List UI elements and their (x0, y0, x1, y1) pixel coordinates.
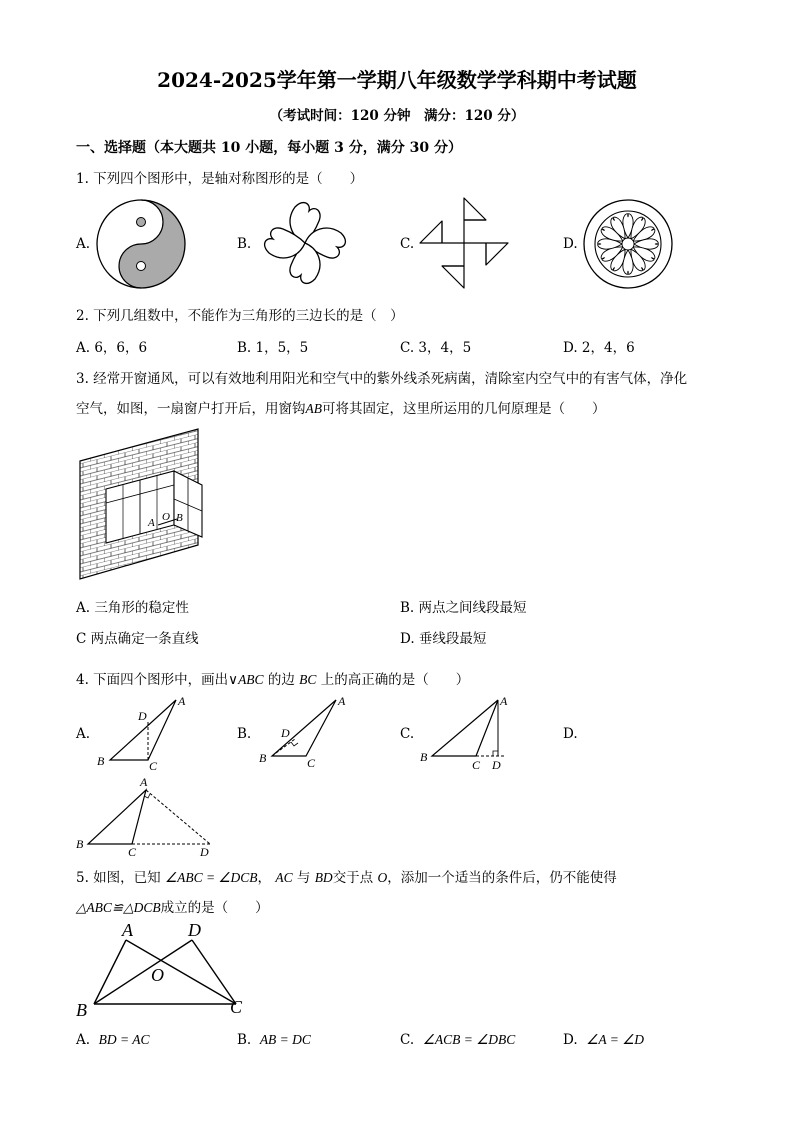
q5-option-c-expr: ∠ACB = ∠DBC (422, 1032, 516, 1047)
q4-figure-c (418, 692, 528, 774)
swirl-petals-figure (257, 195, 353, 291)
q2-option-d[interactable]: D. 2，4，6 (563, 340, 635, 356)
fig-b-label-d: D (281, 726, 290, 740)
fig-c-label-b: B (420, 750, 428, 764)
q1-option-d-label[interactable]: D. (563, 236, 578, 252)
fig-a-label-a: A (178, 694, 186, 708)
q5-option-a-expr: BD = AC (98, 1032, 150, 1047)
yin-yang-figure (95, 198, 187, 290)
q5-condition: ∠ABC = ∠DCB (164, 870, 258, 885)
q1-option-c-label[interactable]: C. (400, 236, 415, 252)
window-wall-figure (76, 425, 206, 583)
question-3-line-2 (76, 397, 606, 417)
q2-option-a[interactable]: A. 6，6，6 (76, 340, 148, 356)
q5-label-o: O (151, 965, 164, 985)
fig-c-label-c: C (472, 758, 481, 772)
q4-option-a-label[interactable]: A. (76, 726, 91, 742)
label-a: A (148, 517, 155, 529)
pinwheel-figure (418, 196, 510, 290)
question-3-line-1: 3. 经常开窗通风，可以有效地利用阳光和空气中的紫外线杀死病菌，清除室内空气中的有害气体，净化 (76, 371, 688, 387)
question-5-line-1 (76, 866, 617, 886)
q3-option-d[interactable]: D. 垂线段最短 (400, 631, 487, 647)
q5-option-a-letter: A. (76, 1032, 91, 1048)
q5-option-b-letter: B. (237, 1032, 252, 1048)
q5-figure (76, 920, 256, 1024)
q5-option-c-letter: C. (400, 1032, 415, 1048)
fig-c-label-a: A (500, 694, 508, 708)
q5-option-b[interactable] (237, 1032, 311, 1048)
fig-a-label-c: C (149, 759, 158, 773)
q5-option-b-expr: AB = DC (259, 1032, 311, 1047)
q5-option-a[interactable] (76, 1032, 150, 1048)
q5-intersect: 交于点 (332, 870, 378, 886)
q4-var-abc: ABC (238, 672, 264, 687)
q5-with: 与 (292, 870, 315, 886)
q4-text-mid: 的边 (263, 672, 300, 688)
fig-d-label-c: C (128, 845, 137, 859)
q5-option-d[interactable] (563, 1032, 644, 1048)
question-2-text: 2. 下列几组数中，不能作为三角形的三边长的是（ ） (76, 308, 404, 324)
q4-var-bc: BC (299, 672, 317, 687)
page-title: 2024-2025学年第一学期八年级数学学科期中考试题 (157, 68, 637, 92)
question-4-text (76, 668, 469, 688)
section-heading: 一、选择题（本大题共 10 小题，每小题 3 分，满分 30 分） (76, 140, 462, 156)
q4-option-b-label[interactable]: B. (237, 726, 252, 742)
q4-option-c-label[interactable]: C. (400, 726, 415, 742)
q4-figure-b (254, 692, 364, 774)
q3-option-c[interactable]: C 两点确定一条直线 (76, 631, 199, 647)
q5-option-c[interactable] (400, 1032, 515, 1048)
q5-label-d: D (188, 920, 201, 940)
q3-option-b[interactable]: B. 两点之间线段最短 (400, 600, 527, 616)
q5-var-bd: BD (314, 870, 333, 885)
q3-text-pre: 空气，如图，一扇窗户打开后，用窗钩 (76, 401, 306, 417)
q5-text-pre: 5. 如图，已知 (76, 870, 165, 886)
q5-option-d-expr: ∠A = ∠D (586, 1032, 645, 1047)
flower-circle-figure (582, 198, 674, 290)
q3-option-a[interactable]: A. 三角形的稳定性 (76, 600, 189, 616)
q1-option-b-label[interactable]: B. (237, 236, 252, 252)
exam-info: （考试时间：120 分钟 满分：120 分） (269, 108, 525, 124)
question-1-text: 1. 下列四个图形中，是轴对称图形的是（ ） (76, 171, 364, 187)
q4-figure-d (76, 774, 226, 860)
q5-comma: ， (257, 870, 276, 886)
q5-var-o: O (377, 870, 388, 885)
question-5-line-2 (76, 896, 269, 916)
fig-b-label-b: B (259, 751, 267, 765)
q5-text-post: 成立的是（ ） (160, 900, 269, 916)
label-o: O (162, 511, 170, 523)
fig-b-label-a: A (338, 694, 346, 708)
q4-figure-a (92, 692, 202, 774)
q4-option-d-label[interactable]: D. (563, 726, 578, 742)
fig-c-label-d: D (492, 758, 501, 772)
fig-a-label-d: D (138, 709, 147, 723)
fig-a-label-b: B (97, 754, 105, 768)
q5-var-ac: AC (275, 870, 293, 885)
q2-option-c[interactable]: C. 3，4，5 (400, 340, 472, 356)
q5-label-c: C (230, 997, 243, 1017)
q1-option-a-label[interactable]: A. (76, 236, 91, 252)
fig-b-label-c: C (307, 756, 316, 770)
q5-text-end: ，添加一个适当的条件后，仍不能使得 (387, 870, 617, 886)
q5-label-b: B (76, 1000, 87, 1020)
fig-d-label-b: B (76, 837, 84, 851)
q2-option-b[interactable]: B. 1，5，5 (237, 340, 309, 356)
q5-label-a: A (122, 920, 133, 940)
fig-d-label-a: A (140, 775, 148, 789)
q3-var-ab: AB (305, 401, 322, 416)
q3-text-post: 可将其固定，这里所运用的几何原理是（ ） (322, 401, 606, 417)
q4-text-pre: 4. 下面四个图形中，画出∨ (76, 672, 239, 688)
q5-congruence: △ABC≌△DCB (76, 900, 161, 915)
fig-d-label-d: D (200, 845, 209, 859)
q4-text-post: 上的高正确的是（ ） (316, 672, 470, 688)
q5-option-d-letter: D. (563, 1032, 578, 1048)
label-b: B (176, 512, 183, 524)
